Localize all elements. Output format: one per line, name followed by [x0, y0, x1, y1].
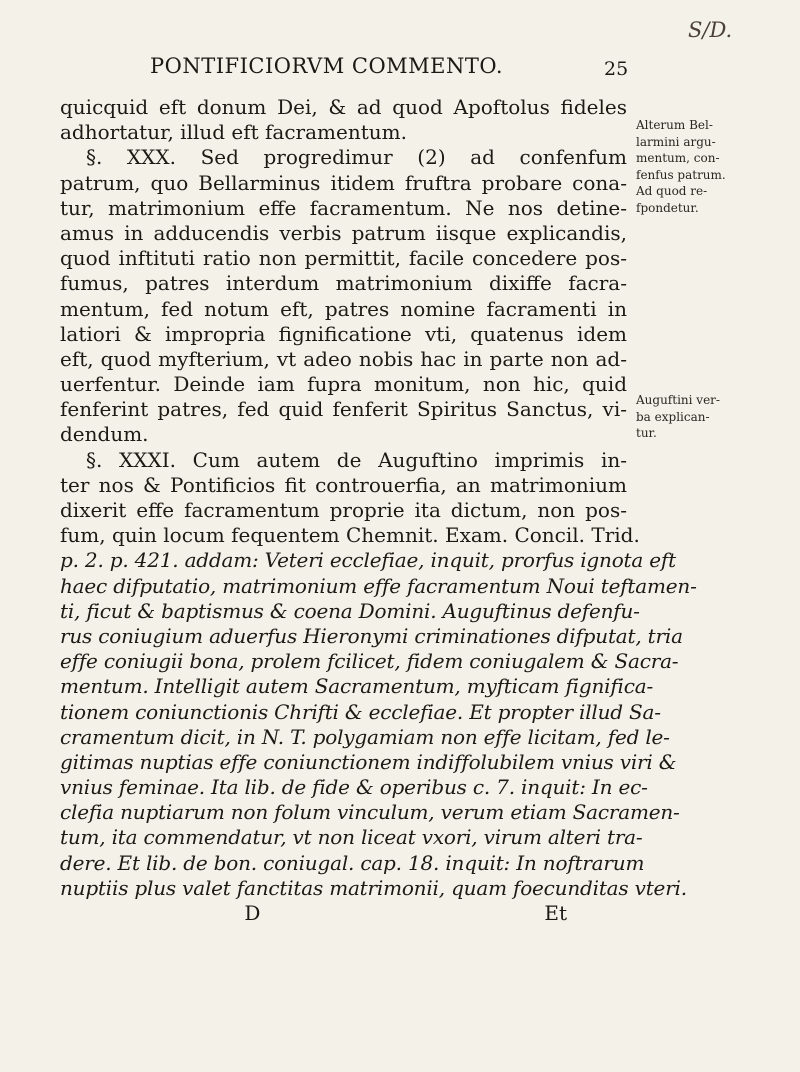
- text-line: fumus, patres interdum matrimonium dixiffe facra-: [60, 271, 627, 296]
- text-line: dere. Et lib. de bon. coniugal. cap. 18. inquit: In noftrarum: [60, 850, 645, 875]
- catchword: Et: [544, 901, 567, 925]
- text-line: dendum.: [60, 422, 149, 447]
- text-line: uerfentur. Deinde iam fupra monitum, non hic, quid: [60, 372, 627, 397]
- text-line: fenferint patres, fed quid fenferit Spiritus Sanctus, vi-: [60, 397, 627, 422]
- text-line: vnius feminae. Ita lib. de fide & operibus c. 7. inquit: In ec-: [60, 775, 648, 800]
- text-line: p. 2. p. 421. addam: Veteri ecclefiae, inquit, prorfus ignota eft: [60, 548, 676, 573]
- text-line: nuptiis plus valet fanctitas matrimonii, quam foecunditas vteri.: [60, 875, 687, 900]
- text-line: haec difputatio, matrimonium effe facramentum Noui teftamen-: [60, 573, 697, 598]
- text-line: patrum, quo Bellarminus itidem fruftra probare cona-: [60, 170, 627, 195]
- text-line: fum, quin locum fequentem Chemnit. Exam. Concil. Trid.: [60, 523, 640, 548]
- text-line: tur, matrimonium effe facramentum. Ne nos detine-: [60, 195, 627, 220]
- margin-note-line: fenfus patrum.: [636, 167, 726, 182]
- text-line: dixerit effe facramentum proprie ita dictum, non pos-: [60, 498, 627, 522]
- text-line: quicquid eft donum Dei, & ad quod Apoftolus fideles: [60, 95, 627, 119]
- margin-note-line: fpondetur.: [636, 200, 699, 215]
- text-line: §. XXX. Sed progredimur (2) ad confenfum: [86, 145, 627, 170]
- margin-note-line: larmini argu-: [636, 134, 716, 149]
- text-line: mentum. Intelligit autem Sacramentum, myfticam fignifica-: [60, 674, 654, 699]
- text-line: effe coniugii bona, prolem fcilicet, fidem coniugalem & Sacra-: [60, 649, 679, 674]
- signature-line: [60, 901, 627, 926]
- page-number: 25: [604, 58, 629, 80]
- text-line: latiori & impropria fignificatione vti, quatenus idem: [60, 321, 627, 346]
- margin-note-line: tur.: [636, 426, 657, 440]
- margin-note-2: [636, 392, 786, 442]
- text-line: quod inftituti ratio non permittit, facile concedere pos-: [60, 246, 627, 271]
- text-line: amus in adducendis verbis patrum iisque explicandis,: [60, 220, 627, 245]
- margin-note-1: [636, 117, 786, 216]
- text-line: tum, ita commendatur, vt non liceat vxori, virum alteri tra-: [60, 825, 643, 850]
- text-line: gitimas nuptias effe coniunctionem indiffolubilem vnius viri &: [60, 749, 677, 774]
- margin-note-line: Alterum Bel-: [636, 118, 713, 132]
- text-line: tionem coniunctionis Chrifti & ecclefiae. Et propter illud Sa-: [60, 699, 661, 724]
- text-line: rus coniugium aduerfus Hieronymi criminationes difputat, tria: [60, 623, 683, 648]
- margin-note-line: ba explican-: [636, 409, 710, 424]
- text-line: eft, quod myfterium, vt adeo nobis hac in parte non ad-: [60, 346, 627, 371]
- corner-mark: S/D.: [688, 18, 733, 42]
- text-line: mentum, fed notum eft, patres nomine facramenti in: [60, 296, 627, 321]
- text-line: cramentum dicit, in N. T. polygamiam non effe licitam, fed le-: [60, 724, 670, 749]
- text-line: §. XXXI. Cum autem de Auguftino imprimis in-: [86, 447, 627, 472]
- margin-note-line: Auguftini ver-: [636, 393, 720, 407]
- text-line: adhortatur, illud eft facramentum.: [60, 120, 407, 145]
- signature-mark: D: [244, 901, 261, 925]
- text-line: ti, ficut & baptismus & coena Domini. Auguftinus defenfu-: [60, 598, 640, 623]
- text-line: clefia nuptiarum non folum vinculum, verum etiam Sacramen-: [60, 800, 680, 825]
- margin-note-line: Ad quod re-: [636, 184, 708, 198]
- running-title: PONTIFICIORVM COMMENTO.: [150, 54, 504, 78]
- text-line: ter nos & Pontificios fit controuerfia, an matrimonium: [60, 472, 627, 497]
- margin-note-line: mentum, con-: [636, 151, 720, 165]
